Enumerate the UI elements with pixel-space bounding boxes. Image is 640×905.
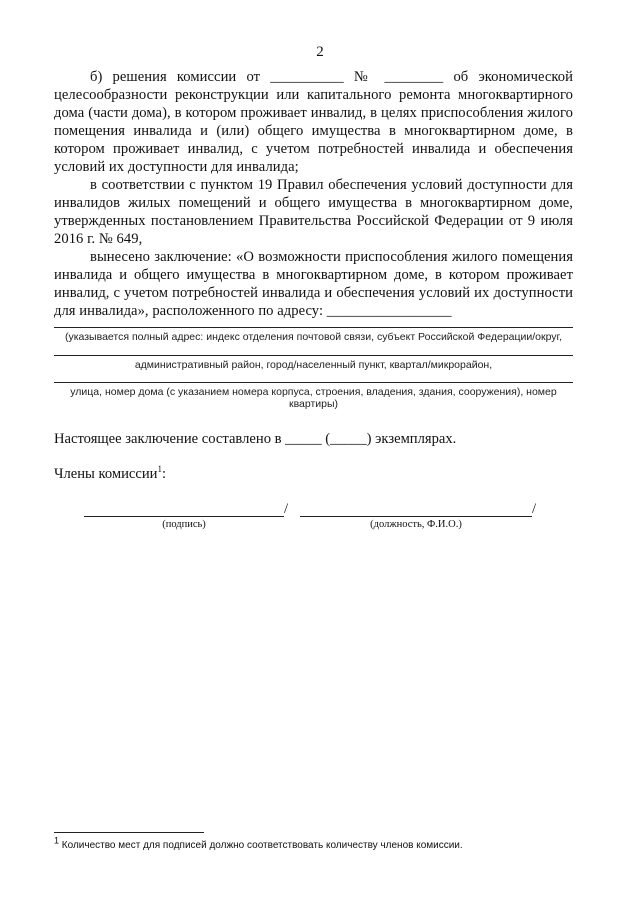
position-name-caption: (должность, Ф.И.О.) — [370, 519, 462, 530]
paragraph-legal-basis: в соответствии с пунктом 19 Правил обеспечения условий доступности для инвалидов жилых помещений и общего имущества в многоквартирном доме, утвержденных постановлением Правительства Российской Федерации от 9 июля 2016 г. № 649, — [54, 177, 573, 247]
signature-slash-1: / — [284, 501, 289, 517]
copies-statement: Настоящее заключение составлено в _____ (_____) экземплярах. — [54, 431, 457, 447]
position-name-line — [300, 516, 532, 517]
footnote-reference: 1 — [157, 464, 162, 475]
members-label: Члены комиссии — [54, 466, 158, 482]
page-number: 2 — [316, 44, 324, 60]
address-caption-3: улица, номер дома (с указанием номера корпуса, строения, владения, здания, сооружения), номер квартиры) — [70, 386, 557, 410]
paragraph-commission-decision: б) решения комиссии от __________ № ________ об экономической целесообразности реконструкции или капитального ремонта многоквартирного дома (части дома), в котором проживает инвалид, в целях приспособления жилого помещения инвалида и (или) общего имущества в многоквартирном доме, в котором проживает инвалид, с учетом потребностей инвалида и обеспечения условий их доступности для инвалида; — [54, 69, 573, 175]
signature-line — [84, 516, 284, 517]
address-line-1 — [54, 327, 573, 328]
footnote — [54, 835, 463, 851]
address-caption-1: (указывается полный адрес: индекс отделения почтовой связи, субъект Российской Федерации/округ, — [64, 331, 563, 343]
paragraph-conclusion: вынесено заключение: «О возможности приспособления жилого помещения инвалида и общего имущества в многоквартирном доме, в котором проживает инвалид, с учетом потребностей инвалида и обеспечения условий их доступности для инвалида», расположенного по адресу: _________________ — [54, 249, 573, 319]
footnote-mark: 1 — [54, 835, 60, 846]
address-caption-2: административный район, город/населенный пункт, квартал/микрорайон, — [134, 359, 493, 371]
signature-slash-2: / — [532, 501, 537, 517]
signature-caption: (подпись) — [162, 519, 206, 530]
address-line-3 — [54, 382, 573, 383]
footnote-text: Количество мест для подписей должно соответствовать количеству членов комиссии. — [61, 840, 463, 851]
members-heading: Члены комиссии$^1$: — [54, 464, 167, 482]
footnote-separator — [54, 832, 204, 833]
address-line-2 — [54, 355, 573, 356]
